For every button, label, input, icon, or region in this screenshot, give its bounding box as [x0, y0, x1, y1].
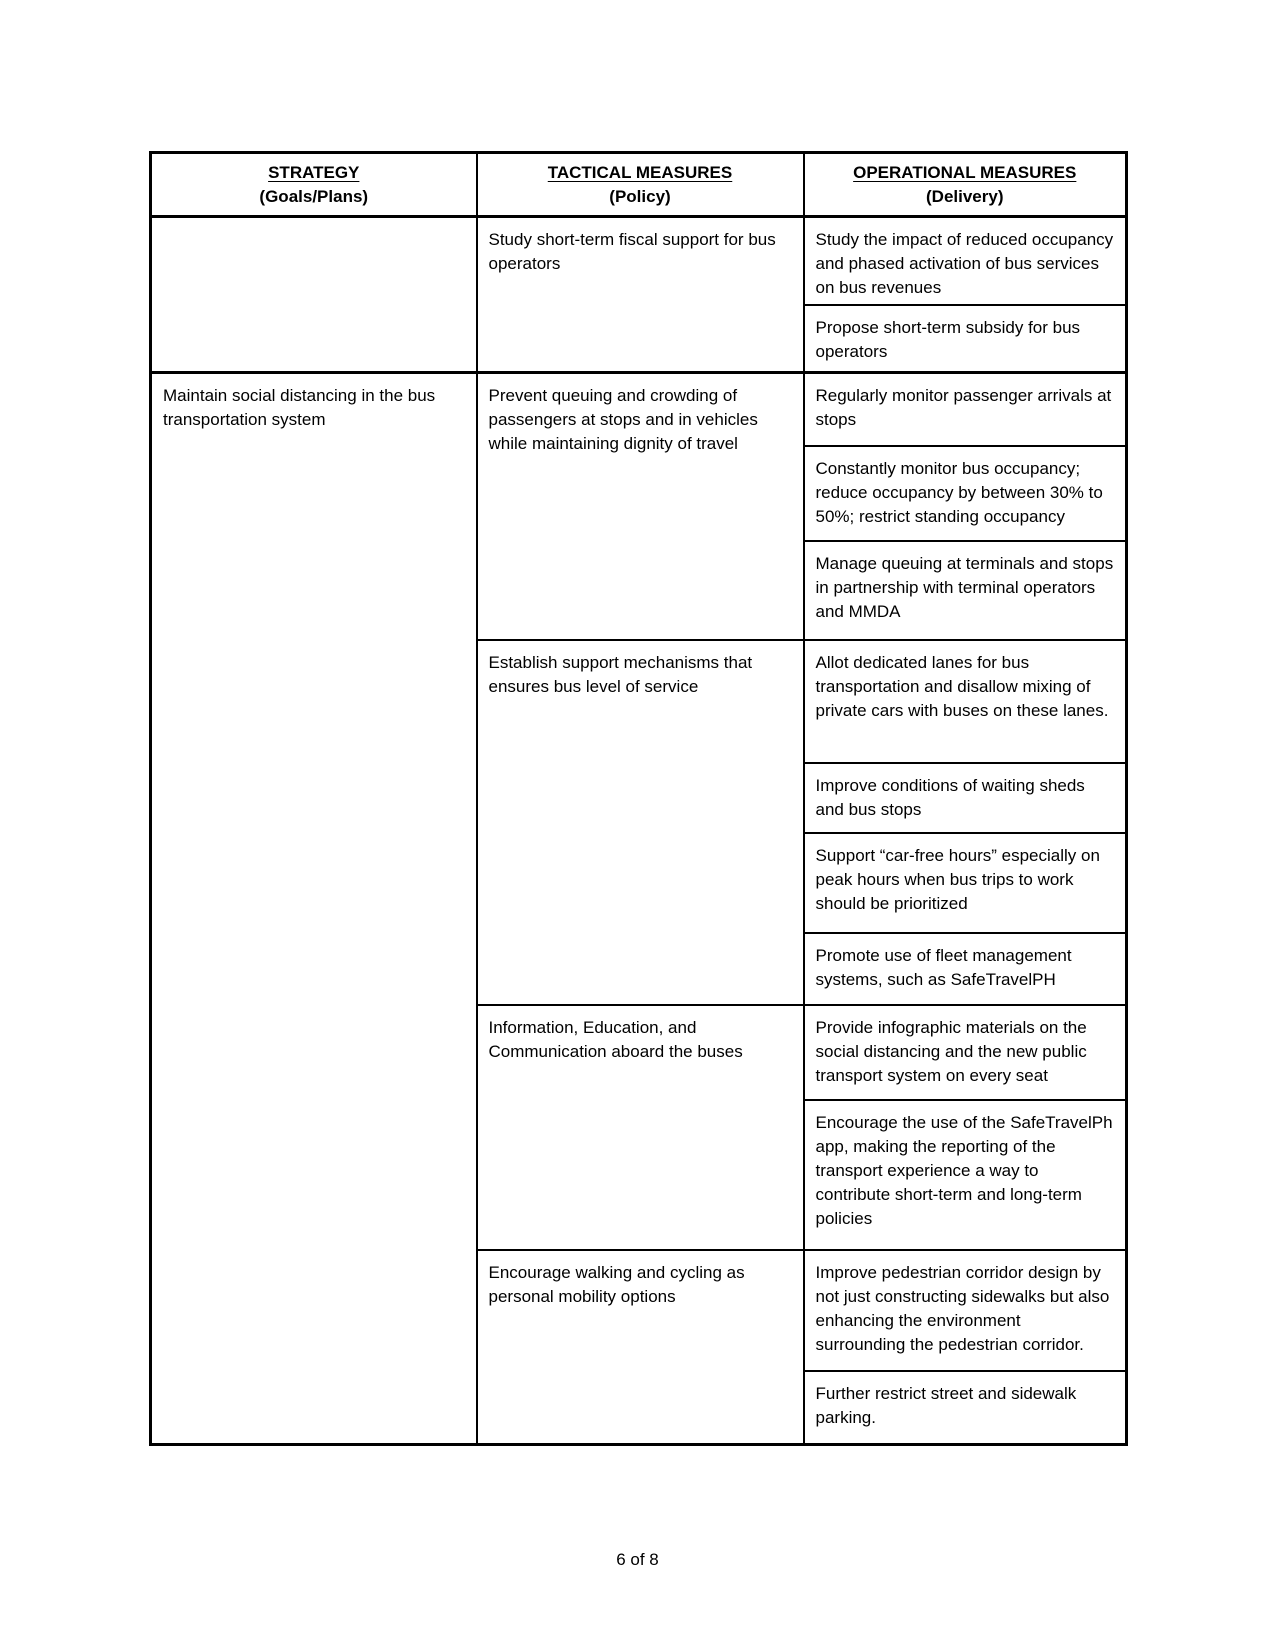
header-strategy — [151, 153, 477, 217]
header-strategy-title: STRATEGY — [268, 163, 360, 182]
table-header — [151, 153, 1127, 217]
header-row — [151, 153, 1127, 217]
operational-cell: Constantly monitor bus occupancy; reduce occupancy by between 30% to 50%; restrict standing occupancy — [804, 446, 1127, 541]
operational-cell: Improve conditions of waiting sheds and bus stops — [804, 763, 1127, 833]
operational-cell: Improve pedestrian corridor design by not just constructing sidewalks but also enhancing the environment surrounding the pedestrian corridor. — [804, 1250, 1127, 1371]
header-strategy-subtitle: (Goals/Plans) — [259, 187, 369, 206]
header-tactical-subtitle: (Policy) — [609, 187, 671, 206]
tactical-cell: Information, Education, and Communication aboard the buses — [477, 1005, 804, 1250]
operational-cell: Further restrict street and sidewalk parking. — [804, 1371, 1127, 1444]
tactical-cell: Study short-term fiscal support for bus operators — [477, 217, 804, 373]
strategy-measures-table — [149, 151, 1128, 1446]
operational-cell: Promote use of fleet management systems, such as SafeTravelPH — [804, 933, 1127, 1005]
table-row — [151, 217, 1127, 306]
strategy-cell: Maintain social distancing in the bus transportation system — [151, 372, 477, 1444]
operational-cell: Manage queuing at terminals and stops in partnership with terminal operators and MMDA — [804, 541, 1127, 640]
header-tactical-title: TACTICAL MEASURES — [547, 163, 733, 182]
table-row — [151, 372, 1127, 446]
operational-cell: Allot dedicated lanes for bus transportation and disallow mixing of private cars with buses on these lanes. — [804, 640, 1127, 763]
strategy-cell — [151, 217, 477, 373]
operational-cell: Regularly monitor passenger arrivals at stops — [804, 372, 1127, 446]
header-tactical — [477, 153, 804, 217]
operational-cell: Propose short-term subsidy for bus operators — [804, 305, 1127, 372]
operational-cell: Encourage the use of the SafeTravelPh app, making the reporting of the transport experience a way to contribute short-term and long-term policies — [804, 1100, 1127, 1250]
operational-cell: Support “car-free hours” especially on peak hours when bus trips to work should be prioritized — [804, 833, 1127, 933]
tactical-cell: Prevent queuing and crowding of passengers at stops and in vehicles while maintaining dignity of travel — [477, 372, 804, 640]
header-operational-subtitle: (Delivery) — [926, 187, 1004, 206]
table-body — [151, 217, 1127, 1445]
tactical-cell: Establish support mechanisms that ensures bus level of service — [477, 640, 804, 1005]
header-operational — [804, 153, 1127, 217]
operational-cell: Provide infographic materials on the social distancing and the new public transport system on every seat — [804, 1005, 1127, 1100]
operational-cell: Study the impact of reduced occupancy and phased activation of bus services on bus revenues — [804, 217, 1127, 306]
header-operational-title: OPERATIONAL MEASURES — [853, 163, 1077, 182]
page-number: 6 of 8 — [616, 1550, 659, 1569]
tactical-cell: Encourage walking and cycling as personal mobility options — [477, 1250, 804, 1444]
